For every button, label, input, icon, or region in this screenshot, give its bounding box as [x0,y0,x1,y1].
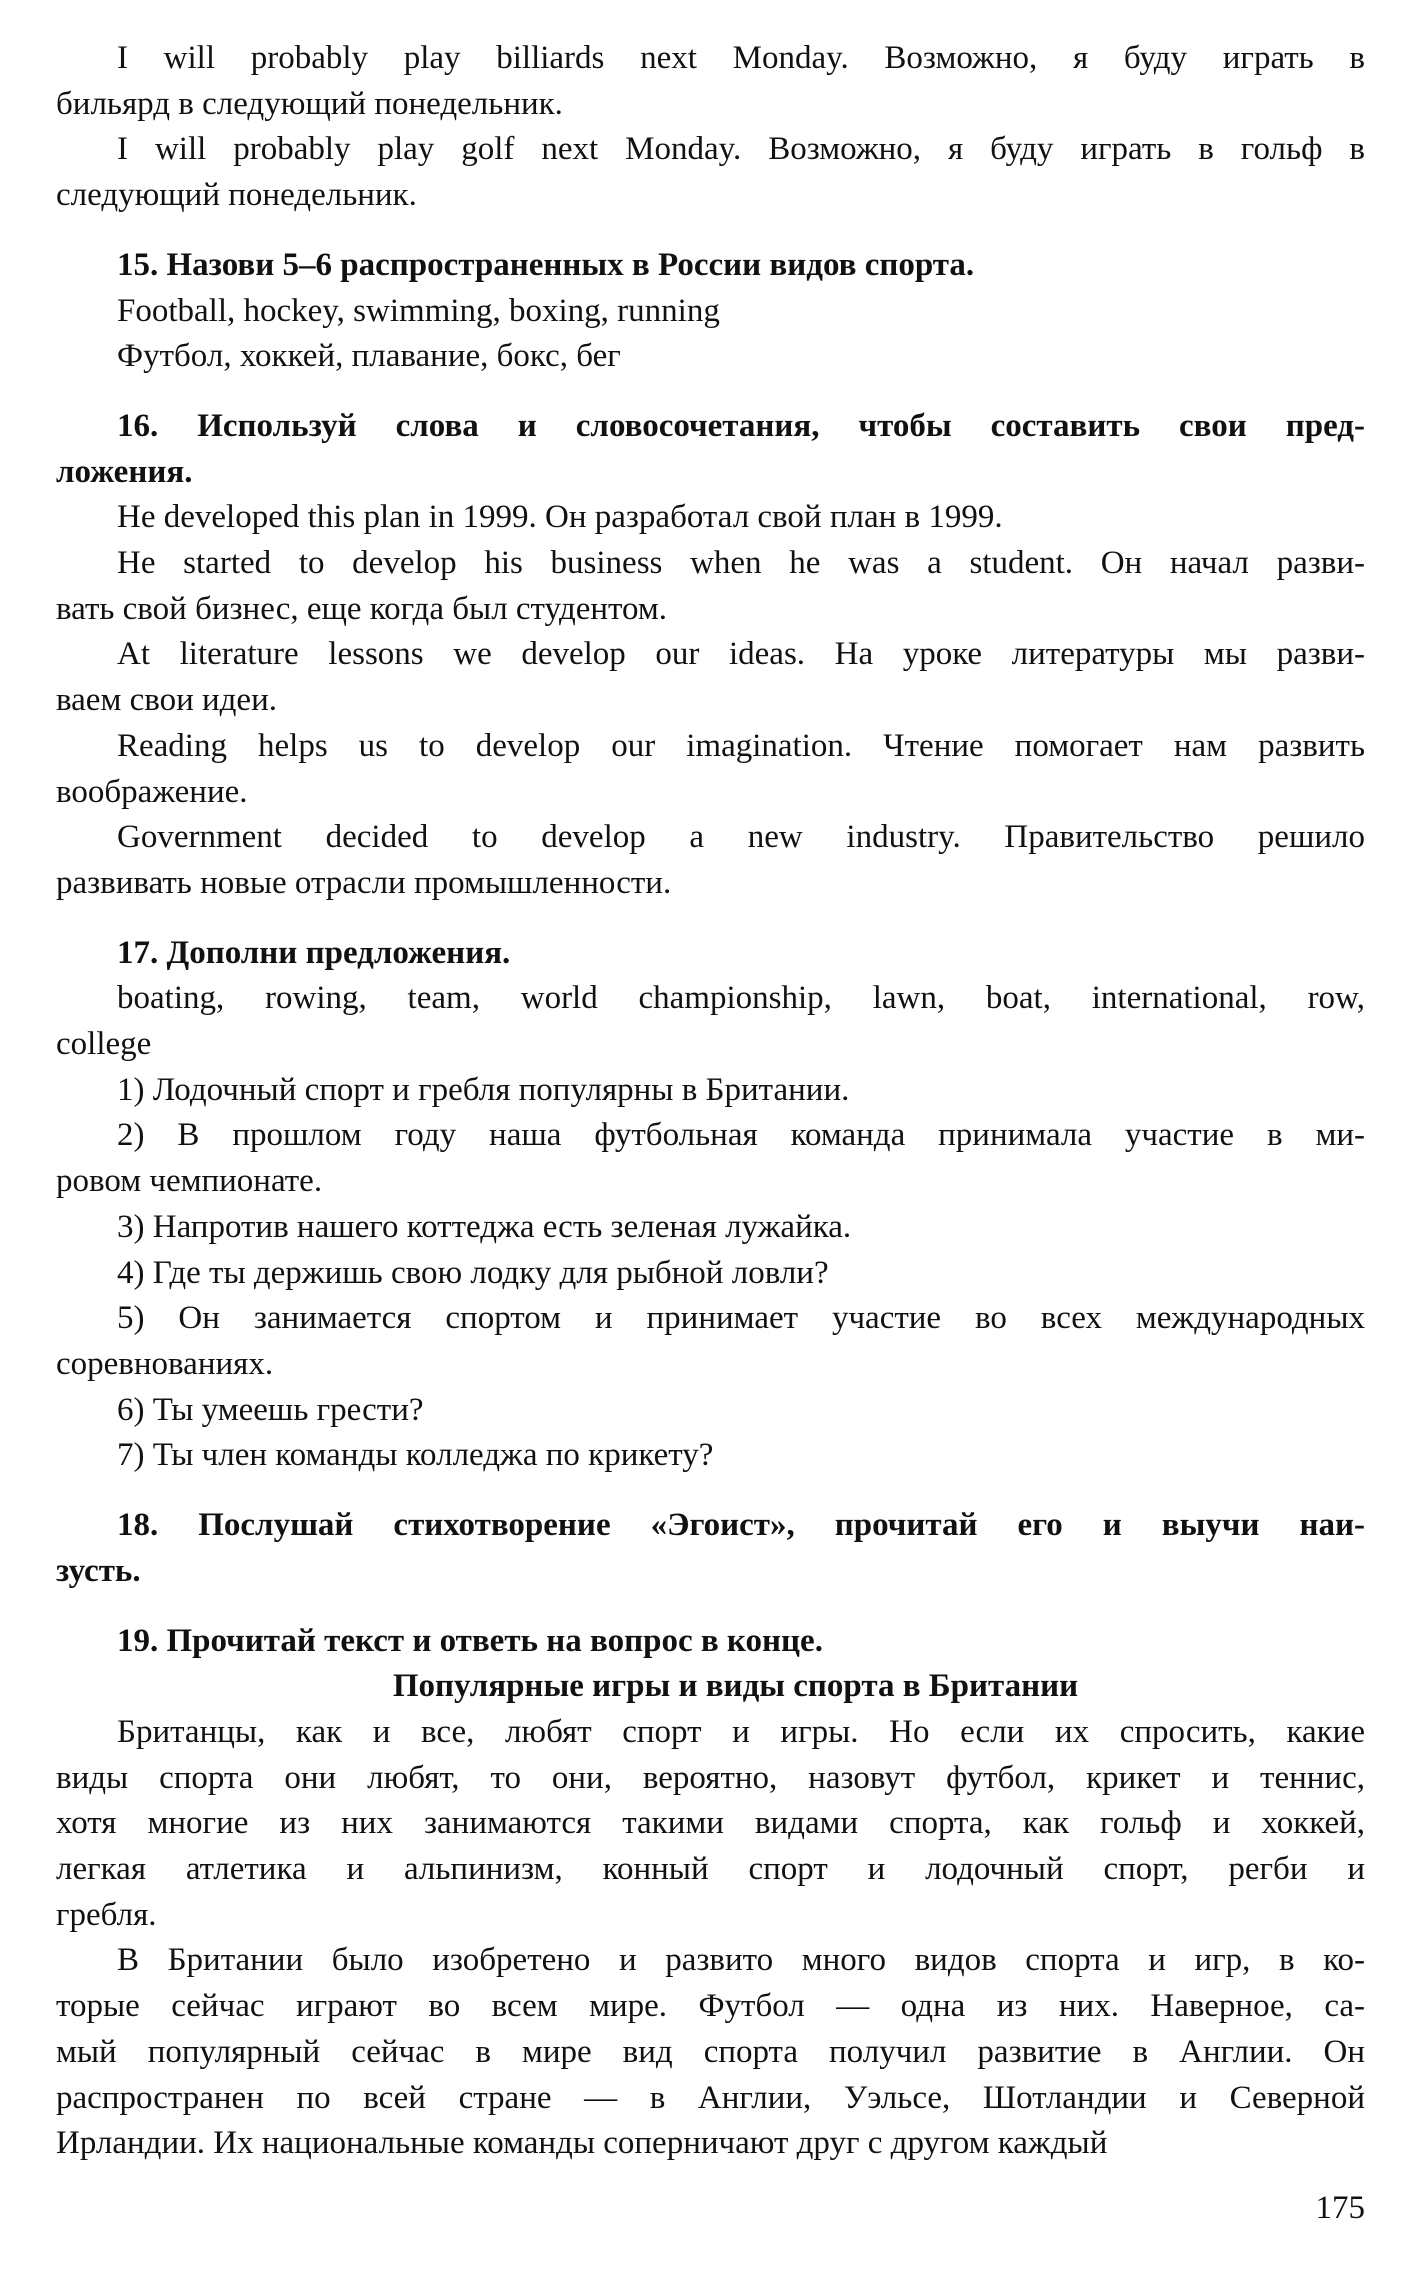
text-line: Football, hockey, swimming, boxing, running [117,292,720,329]
section [56,1503,1365,1594]
section-heading [56,1503,1365,1594]
section-heading [56,1619,1365,1665]
paragraph [56,632,1365,723]
text-line: торые сейчас играют во всем мире. Футбол — одна из них. Наверное, са- [56,1988,1365,2025]
section-heading [56,243,1365,289]
paragraph [56,36,1365,127]
text-line: 5) Он занимается спортом и принимает участие во всех международных [117,1300,1365,1337]
text-line: легкая атлетика и альпинизм, конный спорт и лодочный спорт, регби и [56,1851,1365,1888]
section [56,404,1365,907]
paragraph [56,976,1365,1067]
text-line: следующий понедельник. [56,177,417,214]
text-line: хотя многие из них занимаются такими видами спорта, как гольф и хоккей, [56,1805,1365,1842]
paragraph [56,289,1365,335]
paragraph [56,127,1365,218]
text-line: ровом чемпионате. [56,1163,323,1200]
text-line: ваем свои идеи. [56,682,277,719]
text-line: вать свой бизнес, еще когда был студентом. [56,590,668,627]
heading-line: 19. Прочитай текст и ответь на вопрос в конце. [117,1622,823,1659]
paragraph [56,541,1365,632]
paragraph [56,724,1365,815]
section-heading [56,931,1365,977]
text-line: 2) В прошлом году наша футбольная команда принимала участие в ми- [117,1117,1365,1154]
text-line: воображение. [56,773,248,810]
section [56,931,1365,1479]
text-line: соревнованиях. [56,1345,274,1382]
text-line: 3) Напротив нашего коттеджа есть зеленая лужайка. [117,1208,852,1245]
paragraph [56,1205,1365,1251]
paragraph [56,815,1365,906]
text-line: boating, rowing, team, world championship, lawn, boat, international, row, [117,980,1365,1017]
paragraph [56,1113,1365,1204]
section [56,243,1365,380]
paragraph [56,1068,1365,1114]
text-title: Популярные игры и виды спорта в Британии [392,1668,1079,1705]
text-line: I will probably play billiards next Monday. Возможно, я буду играть в [117,40,1365,76]
heading-line: 16. Используй слова и словосочетания, чтобы составить свои пред- [117,407,1365,444]
page-body [56,36,1365,2167]
paragraph [56,1388,1365,1434]
section-heading [56,404,1365,495]
text-line: He developed this plan in 1999. Он разработал свой план в 1999. [117,499,1003,536]
text-line: 4) Где ты держишь свою лодку для рыбной ловли? [117,1254,829,1291]
section [56,36,1365,219]
paragraph [56,1433,1365,1479]
text-line: 7) Ты член команды колледжа по крикету? [117,1437,714,1474]
text-line: He started to develop his business when he was a student. Он начал разви- [117,545,1365,582]
heading-line: 17. Дополни предложения. [117,934,511,971]
paragraph [56,1251,1365,1297]
paragraph [56,495,1365,541]
text-line: бильярд в следующий понедельник. [56,85,563,122]
heading-line: 15. Назови 5–6 распространенных в России видов спорта. [117,246,975,283]
text-line: At literature lessons we develop our ideas. На уроке литературы мы разви- [117,636,1365,673]
heading-line: зусть. [56,1552,141,1589]
text-line: Футбол, хоккей, плавание, бокс, бег [117,338,621,375]
text-line: Government decided to develop a new industry. Правительство решило [117,819,1365,856]
text-line: Ирландии. Их национальные команды соперничают друг с другом каждый [56,2125,1108,2162]
text-line: Британцы, как и все, любят спорт и игры. Но если их спросить, какие [117,1713,1365,1750]
paragraph [56,1938,1365,2167]
text-line: I will probably play golf next Monday. Возможно, я буду играть в гольф в [117,131,1365,168]
text-line: развивать новые отрасли промышленности. [56,864,672,901]
text-line: виды спорта они любят, то они, вероятно, назовут футбол, крикет и теннис, [56,1759,1365,1796]
text-line: гребля. [56,1896,157,1933]
heading-line: 18. Послушай стихотворение «Эгоист», прочитай его и выучи наи- [117,1507,1365,1544]
text-line: распространен по всей стране — в Англии, Уэльсе, Шотландии и Северной [56,2079,1365,2116]
text-line: В Британии было изобретено и развито много видов спорта и игр, в ко- [117,1942,1365,1979]
heading-line: ложения. [56,453,193,490]
text-line: 1) Лодочный спорт и гребля популярны в Британии. [117,1071,850,1108]
section [56,1619,1365,2167]
paragraph [56,1710,1365,1939]
text-line: 6) Ты умеешь грести? [117,1391,424,1428]
paragraph [56,1296,1365,1387]
text-line: мый популярный сейчас в мире вид спорта получил развитие в Англии. Он [56,2033,1365,2070]
paragraph [56,334,1365,380]
page-number: 175 [1315,2190,1365,2226]
text-line: college [56,1026,152,1063]
text-line: Reading helps us to develop our imagination. Чтение помогает нам развить [117,727,1365,764]
